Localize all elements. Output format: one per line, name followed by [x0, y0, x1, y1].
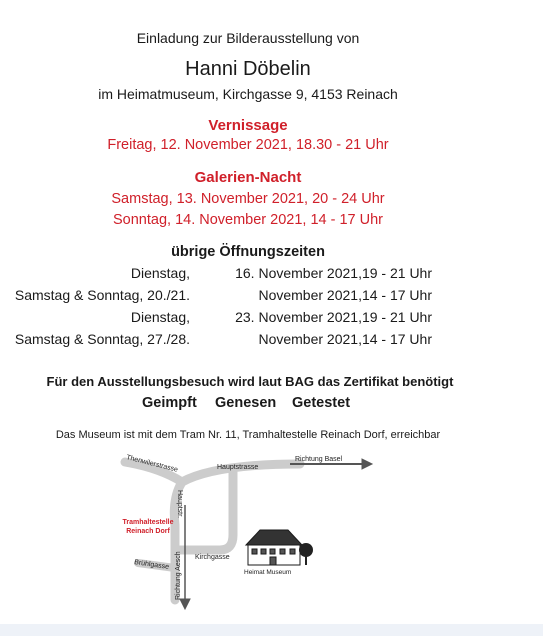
option-getestet: Getestet	[292, 395, 351, 411]
opening-date: November 2021,14 - 17 Uhr	[258, 287, 432, 303]
label-bruehlgasse: Brühlgasse	[133, 559, 170, 571]
footer-bar	[0, 624, 543, 636]
certificate-requirement: Für den Ausstellungsbesuch wird laut BAG das Zertifikat benötigt	[46, 374, 454, 389]
label-hauptstr: Hauptstr.	[176, 490, 183, 519]
arrow-head-basel	[362, 459, 372, 469]
label-heimat-museum: Heimat Museum	[244, 569, 292, 576]
tram-note: Das Museum ist mit dem Tram Nr. 11, Tramhaltestelle Reinach Dorf, erreichbar	[55, 429, 441, 441]
label-hauptstrasse: Hauptstrasse	[217, 464, 259, 471]
label-richtung-basel: Richtung Basel	[295, 456, 343, 463]
venue-line: im Heimatmuseum, Kirchgasse 9, 4153 Reinach	[98, 86, 398, 102]
opening-date: 16. November 2021,19 - 21 Uhr	[235, 265, 432, 281]
location-map	[120, 450, 380, 615]
galerien-nacht-heading: Galerien-Nacht	[194, 169, 302, 186]
opening-date: November 2021,14 - 17 Uhr	[258, 331, 432, 347]
label-tram-stop: Reinach Dorf	[126, 528, 170, 535]
vernissage-date: Freitag, 12. November 2021, 18.30 - 21 Uhr	[107, 137, 389, 153]
opening-date: 23. November 2021,19 - 21 Uhr	[235, 309, 432, 325]
label-richtung-aesch: Richtung Aesch	[175, 551, 182, 600]
museum-building-icon	[246, 530, 313, 565]
opening-day: Samstag & Sonntag, 27./28.	[14, 331, 190, 347]
opening-day: Samstag & Sonntag, 20./21.	[14, 287, 190, 303]
galerien-nacht-date: Samstag, 13. November 2021, 20 - 24 Uhr	[111, 191, 385, 207]
label-tram-stop: Tramhaltestelle	[122, 519, 174, 526]
artist-name: Hanni Döbelin	[185, 58, 311, 80]
opening-hours-heading: übrige Öffnungszeiten	[171, 244, 325, 260]
label-thenwilerstrasse: Thenwilerstrasse	[125, 454, 179, 474]
opening-day: Dienstag,	[130, 309, 190, 325]
option-geimpft: Geimpft	[142, 395, 197, 411]
galerien-nacht-date: Sonntag, 14. November 2021, 14 - 17 Uhr	[112, 212, 384, 228]
vernissage-heading: Vernissage	[208, 117, 288, 134]
label-kirchgasse: Kirchgasse	[195, 554, 230, 561]
opening-day: Dienstag,	[130, 265, 190, 281]
intro-line: Einladung zur Bilderausstellung von	[136, 30, 360, 46]
option-genesen: Genesen	[215, 395, 277, 411]
